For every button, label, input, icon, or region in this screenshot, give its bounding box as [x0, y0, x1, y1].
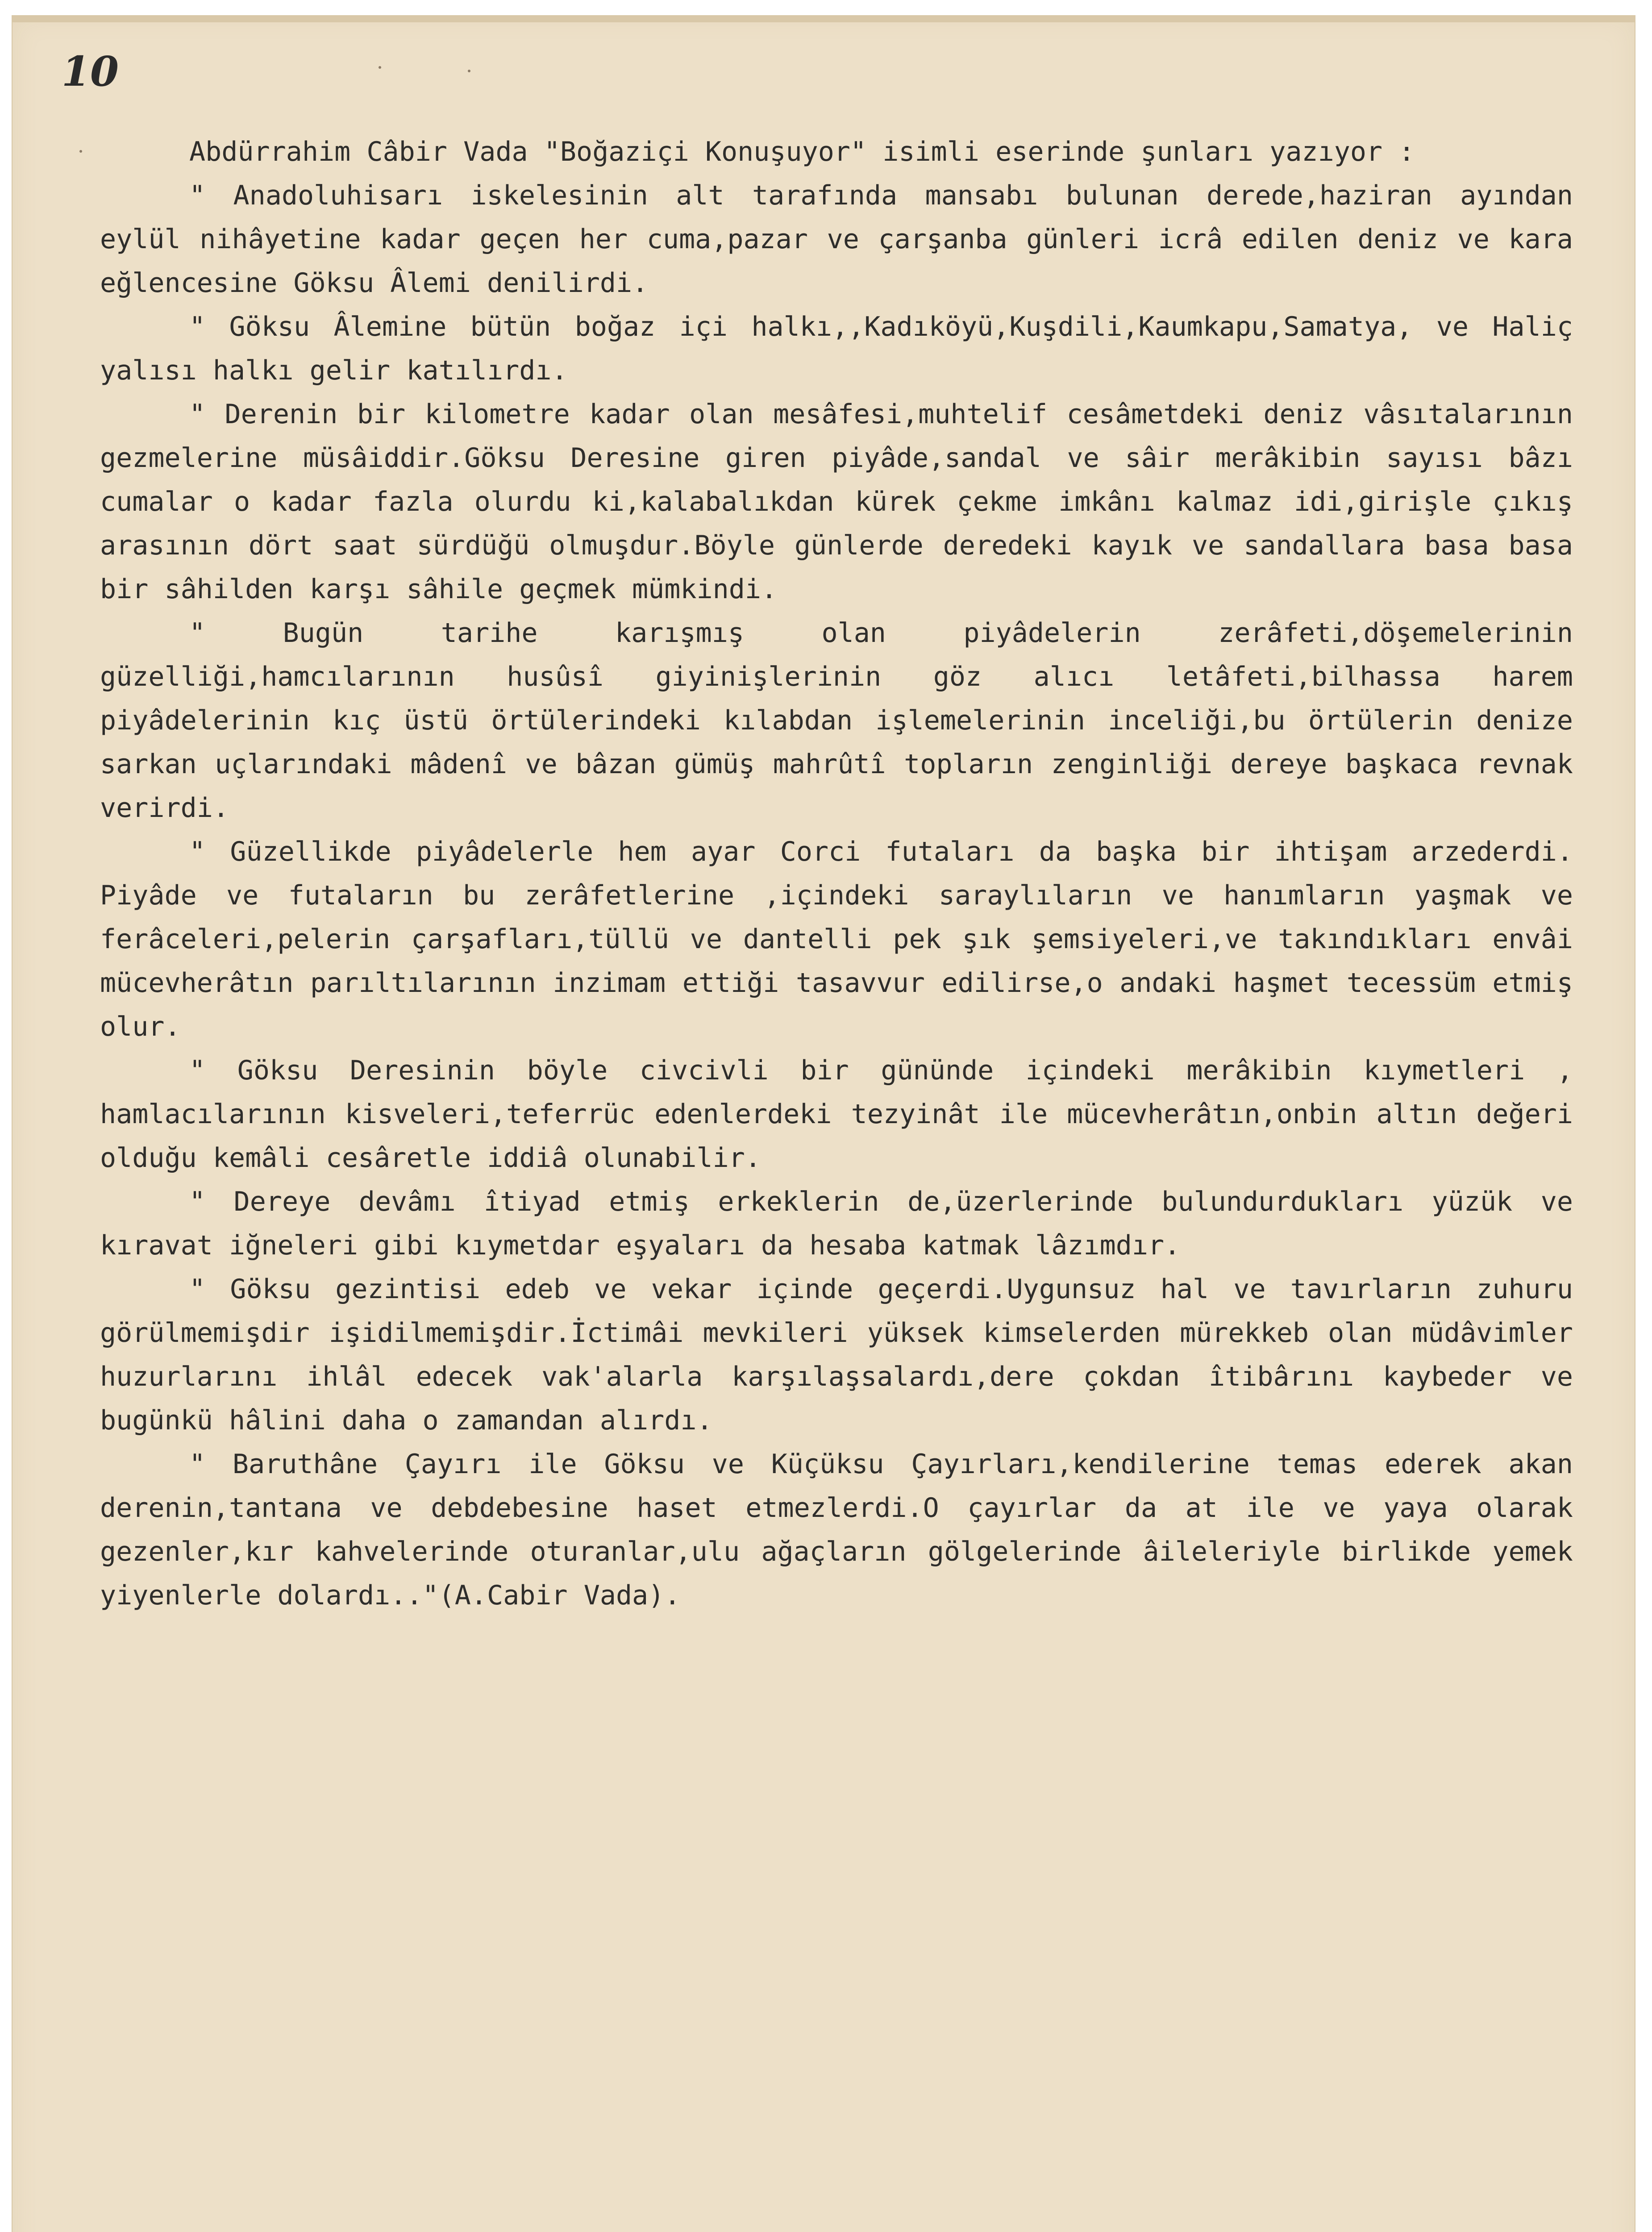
paper-speck: [379, 66, 381, 69]
paper-speck: [79, 150, 82, 153]
paragraph: " Güzellikde piyâdelerle hem ayar Corci futaları da başka bir ihtişam arzederdi. Piyâde ve futaların bu zerâfetlerine ,içindeki saraylıların ve hanımların yaşmak ve ferâceleri,pelerin çarşafları,tüllü ve dantelli pek şık şemsiyeleri,ve takındıkları envâi mücevherâtın parıltılarının inzimam ettiği tasavvur edilirse,o andaki haşmet tecessüm etmiş olur.: [100, 836, 1573, 1042]
paragraph-closing: " Baruthâne Çayırı ile Göksu ve Küçüksu Çayırları,kendilerine temas ederek akan derenin,tantana ve debdebesine haset etmezlerdi.O çayırlar da at ile ve yaya olarak gezenler,kır kahvelerinde oturanlar,ulu ağaçların gölgelerinde âileleriyle birlikde yemek yiyenlerle dolardı.."(A.Cabir Vada).: [100, 1449, 1573, 1611]
page-top-edge: [12, 16, 1635, 22]
paragraph: " Dereye devâmı îtiyad etmiş erkeklerin de,üzerlerinde bulundurdukları yüzük ve kıravat iğneleri gibi kıymetdar eşyaları da hesaba katmak lâzımdır.: [100, 1186, 1573, 1261]
paragraph: " Göksu Âlemine bütün boğaz içi halkı,,Kadıköyü,Kuşdili,Kaumkapu,Samatya, ve Haliç yalısı halkı gelir katılırdı.: [100, 311, 1573, 386]
paragraph-intro: Abdürrahim Câbir Vada "Boğaziçi Konuşuyor" isimli eserinde şunları yazıyor :: [189, 136, 1415, 167]
paragraph: " Derenin bir kilometre kadar olan mesâfesi,muhtelif cesâmetdeki deniz vâsıtalarının gezmelerine müsâiddir.Göksu Deresine giren piyâde,sandal ve sâir merâkibin sayısı bâzı cumalar o kadar fazla olurdu ki,kalabalıkdan kürek çekme imkânı kalmaz idi,girişle çıkış arasının dört saat sürdüğü olmuşdur.Böyle günlerde deredeki kayık ve sandallara basa basa bir sâhilden karşı sâhile geçmek mümkindi.: [100, 399, 1573, 605]
page-number: 10: [62, 47, 119, 96]
paragraph: " Göksu Deresinin böyle civcivli bir gününde içindeki merâkibin kıymetleri , hamlacılarının kisveleri,teferrüc edenlerdeki tezyinât ile mücevherâtın,onbin altın değeri olduğu kemâli cesâretle iddiâ olunabilir.: [100, 1055, 1573, 1174]
paragraph: " Anadoluhisarı iskelesinin alt tarafında mansabı bulunan derede,haziran ayından eylül nihâyetine kadar geçen her cuma,pazar ve çarşanba günleri icrâ edilen deniz ve kara eğlencesine Göksu Âlemi denilirdi.: [100, 180, 1573, 299]
paragraph: " Bugün tarihe karışmış olan piyâdelerin zerâfeti,döşemelerinin güzelliği,hamcılarının husûsî giyinişlerinin göz alıcı letâfeti,bilhassa harem piyâdelerinin kıç üstü örtülerindeki kılabdan işlemelerinin inceliği,bu örtülerin denize sarkan uçlarındaki mâdenî ve bâzan gümüş mahrûtî topların zenginliği dereye başkaca revnak verirdi.: [100, 617, 1573, 824]
document-page: [12, 15, 1635, 2232]
paper-speck: [468, 70, 470, 72]
paragraph: " Göksu gezintisi edeb ve vekar içinde geçerdi.Uygunsuz hal ve tavırların zuhuru görülmemişdir işidilmemişdir.İctimâi mevkileri yüksek kimselerden mürekkeb olan müdâvimler huzurlarını ihlâl edecek vak'alarla karşılaşsalardı,dere çokdan îtibârını kaybeder ve bugünkü hâlini daha o zamandan alırdı.: [100, 1274, 1573, 1436]
document-body: [100, 130, 1573, 1617]
